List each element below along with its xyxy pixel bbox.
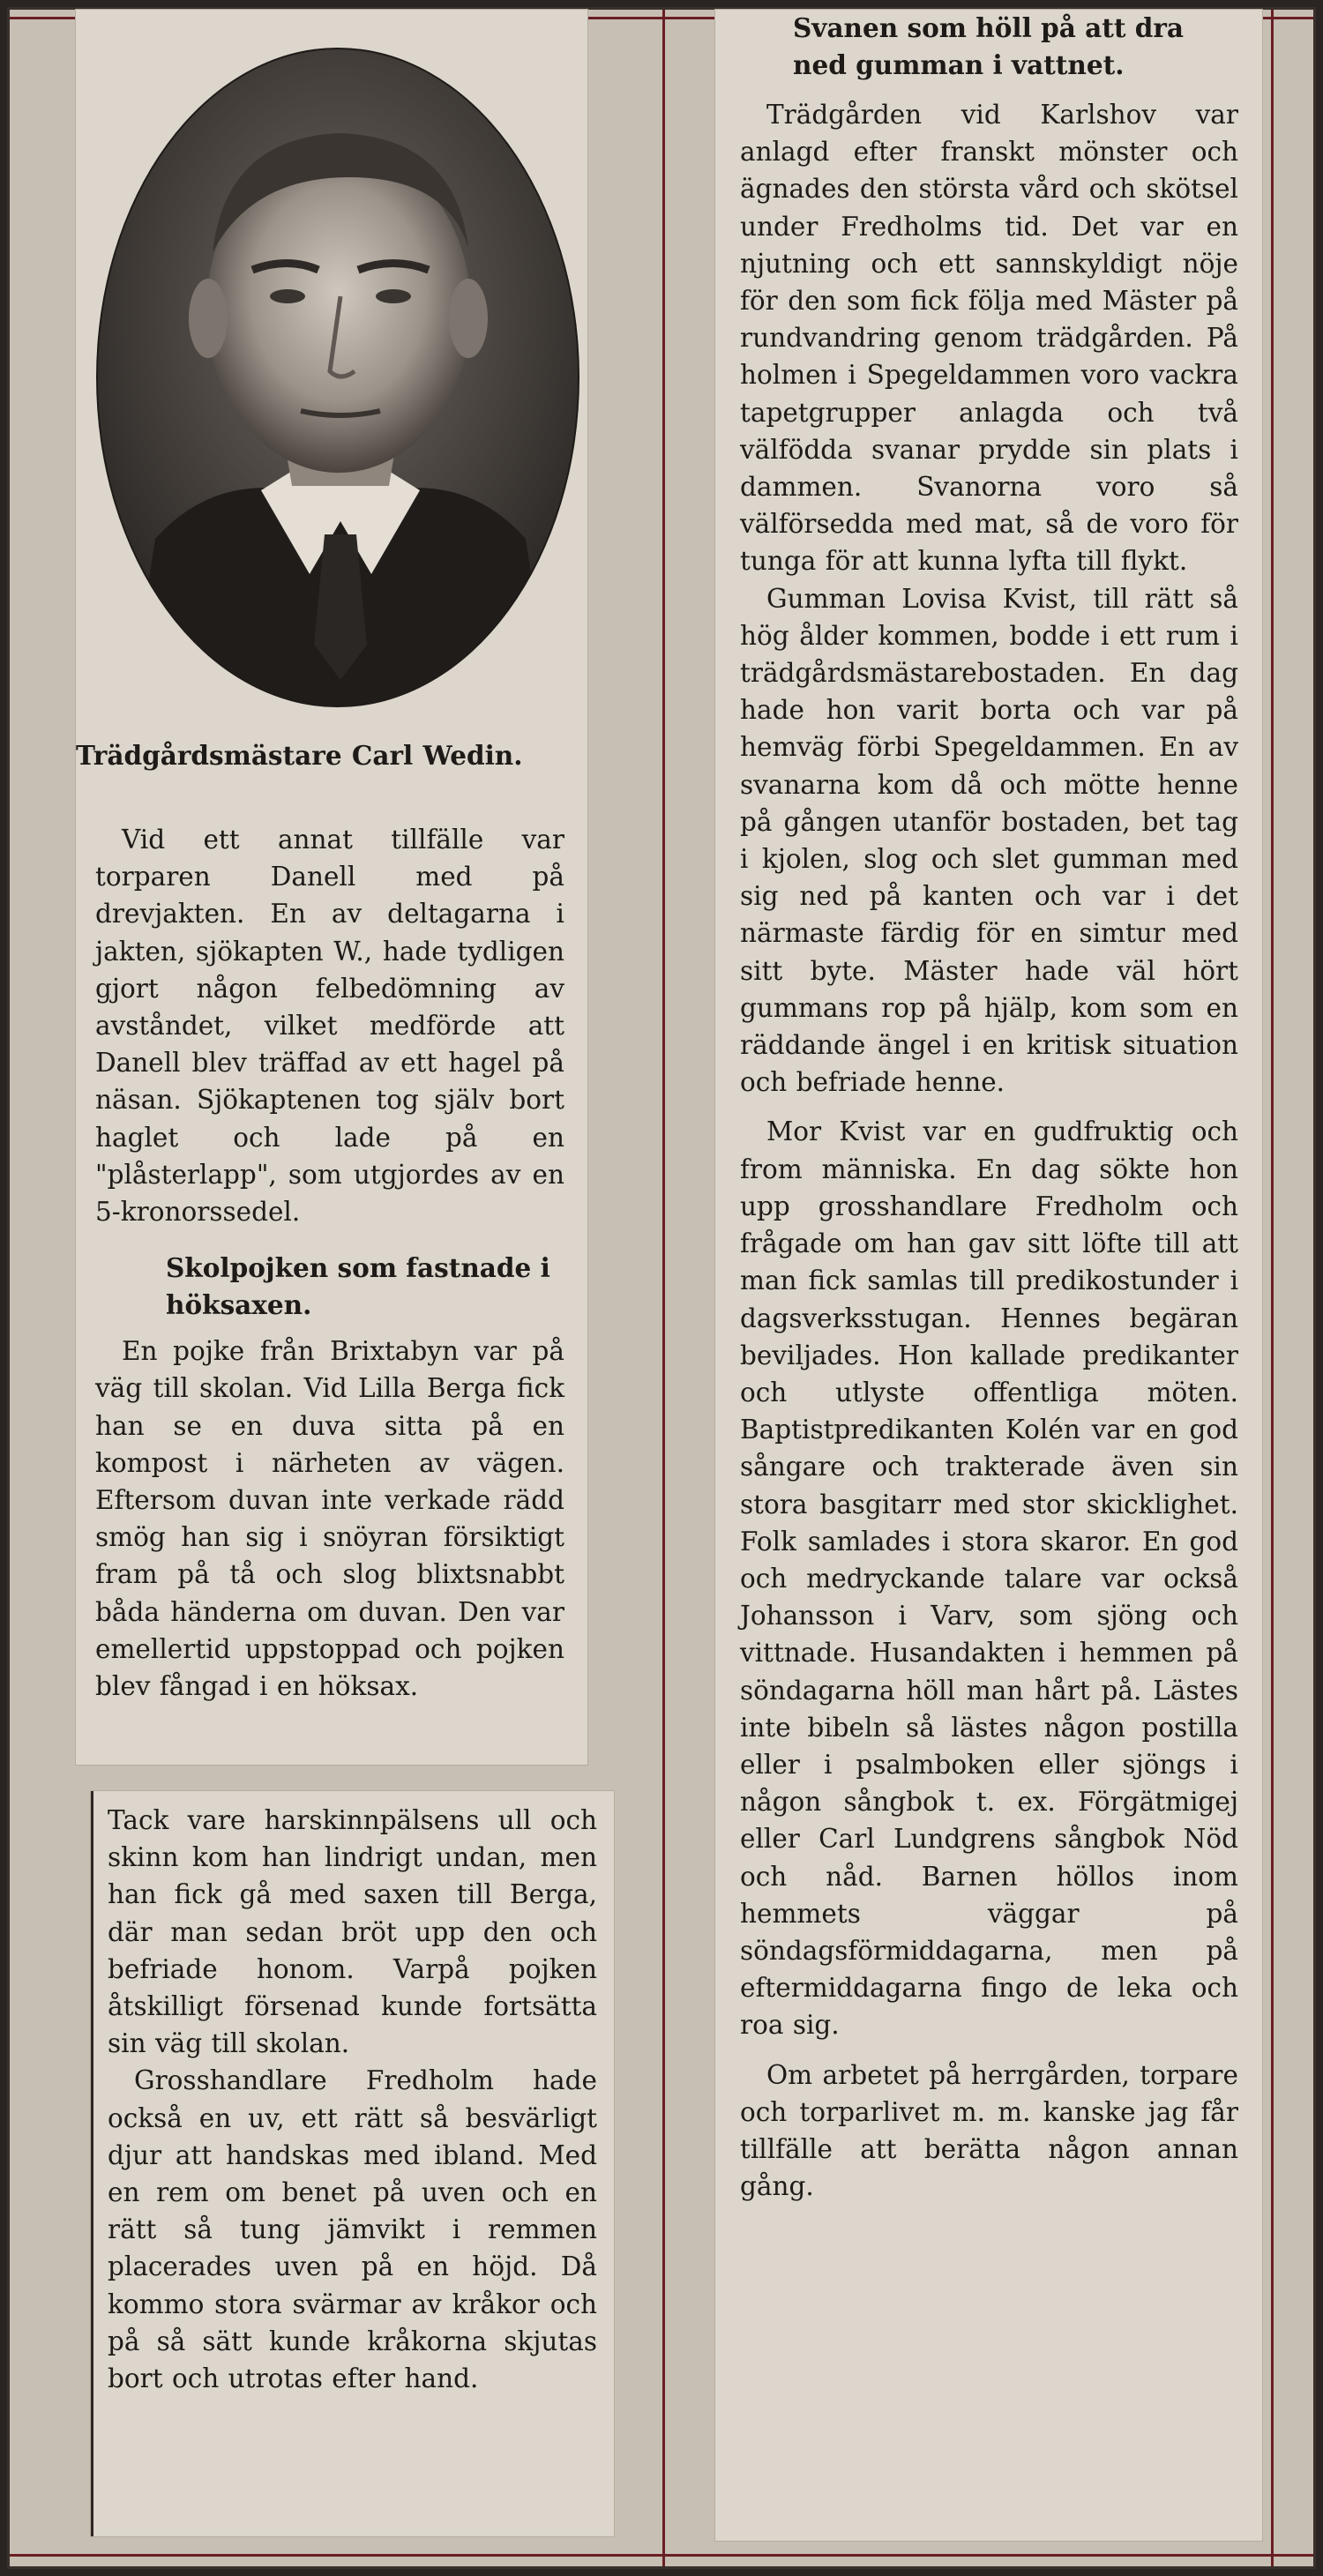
right-article-body <box>740 10 1238 2205</box>
right-clipping <box>715 10 1262 2541</box>
section-heading-svanen: Svanen som höll på att dra ned gumman i vattnet. <box>793 12 1185 80</box>
bottom-rule <box>10 2554 1313 2557</box>
paragraph-harskinn: Tack vare harskinnpälsens ull och skinn kom han lindrigt undan, men han fick gå med saxen till Berga, där man sedan bröt upp den och befriade honom. Varpå pojken åtskilligt försenad kunde fortsätta sin väg till skolan. <box>108 1805 597 2059</box>
left-clipping-top <box>76 10 587 1765</box>
left-clipping-bottom <box>91 1791 614 2536</box>
column-rule-center <box>662 10 665 2566</box>
portrait-photo <box>93 45 583 711</box>
column-rule-right <box>1271 10 1274 2566</box>
section-heading-skolpojken: Skolpojken som fastnade i höksaxen. <box>166 1252 550 1321</box>
paragraph-avslutning: Om arbetet på herrgården, torpare och torparlivet m. m. kanske jag får tillfälle att berätta någon annan gång. <box>740 2059 1238 2202</box>
paragraph-tradgarden: Trädgården vid Karlshov var anlagd efter franskt mönster och ägnades den största vård och skötsel under Fredholms tid. Det var en njutning och ett sannskyldigt nöje för den som fick följa med Mäster på rundvandring genom trädgården. På holmen i Spegeldammen voro vackra tapetgrupper anlagda och två välfödda svanar prydde sin plats i dammen. Svanorna voro så välförsedda med mat, så de voro för tunga för att kunna lyfta till flykt. <box>740 100 1238 577</box>
portrait-man-icon <box>93 45 583 711</box>
photo-caption: Trädgårdsmästare Carl Wedin. <box>76 740 523 771</box>
left-continuation-body <box>108 1802 597 2397</box>
paragraph-lovisa-kvist: Gumman Lovisa Kvist, till rätt så hög ålder kommen, bodde i ett rum i trädgårdsmästarebostaden. En dag hade hon varit borta och var på hemväg förbi Spegeldammen. En av svanarna kom då och mötte henne på gången utanför bostaden, bet tag i kjolen, slog och slet gumman med sig ned på kanten och var i det närmaste färdig för en simtur med sitt byte. Mäster hade väl hört gummans rop på hjälp, kom som en räddande ängel i en kritisk situation och befriade henne. <box>740 583 1238 1098</box>
paragraph-uven: Grosshandlare Fredholm hade också en uv, ett rätt så besvärligt djur att handskas med ibland. Med en rem om benet på uven och en rätt så tung jämvikt i remmen placerades uven på en höjd. Då kommo stora svärmar av kråkor och på så sätt kunde kråkorna skjutas bort och utrotas efter hand. <box>108 2065 597 2394</box>
left-article-body <box>95 821 564 1705</box>
scrapbook-page <box>7 7 1316 2569</box>
paragraph-drevjakt: Vid ett annat tillfälle var torparen Danell med på drevjakten. En av deltagarna i jakten, sjökapten W., hade tydligen gjort någon felbedömning av avståndet, vilket medförde att Danell blev träffad av ett hagel på näsan. Sjökaptenen tog själv bort haglet och lade på en "plåsterlapp", som utgjordes av en 5-kronorssedel. <box>95 825 564 1228</box>
paragraph-skolpojken: En pojke från Brixtabyn var på väg till skolan. Vid Lilla Berga fick han se en duva sitta på en kompost i närheten av vägen. Eftersom duvan inte verkade rädd smög han sig i snöyran försiktigt fram på tå och slog blixtsnabbt båda händerna om duvan. Den var emellertid uppstoppad och pojken blev fångad i en höksax. <box>95 1336 564 1702</box>
paragraph-mor-kvist: Mor Kvist var en gudfruktig och from människa. En dag sökte hon upp grosshandlare Fredholm och frågade om han gav sitt löfte till att man fick samlas till predikostunder i dagsverksstugan. Hennes begäran beviljades. Hon kallade predikanter och utlyste offentliga möten. Baptistpredikanten Kolén var en god sångare och trakterade även sin stora basgitarr med stor skicklighet. Folk samlades i stora skaror. En god och medryckande talare var också Johansson i Varv, som sjöng och vittnade. Husandakten i hemmen på söndagarna höll man hårt på. Lästes inte bibeln så lästes någon postilla eller i psalmboken eller sjöngs i någon sångbok t. ex. Förgätmigej eller Carl Lundgrens sångbok Nöd och nåd. Barnen höllos inom hemmets väggar på söndagsförmiddagarna, men på eftermiddagarna fingo de leka och roa sig. <box>740 1116 1238 2041</box>
